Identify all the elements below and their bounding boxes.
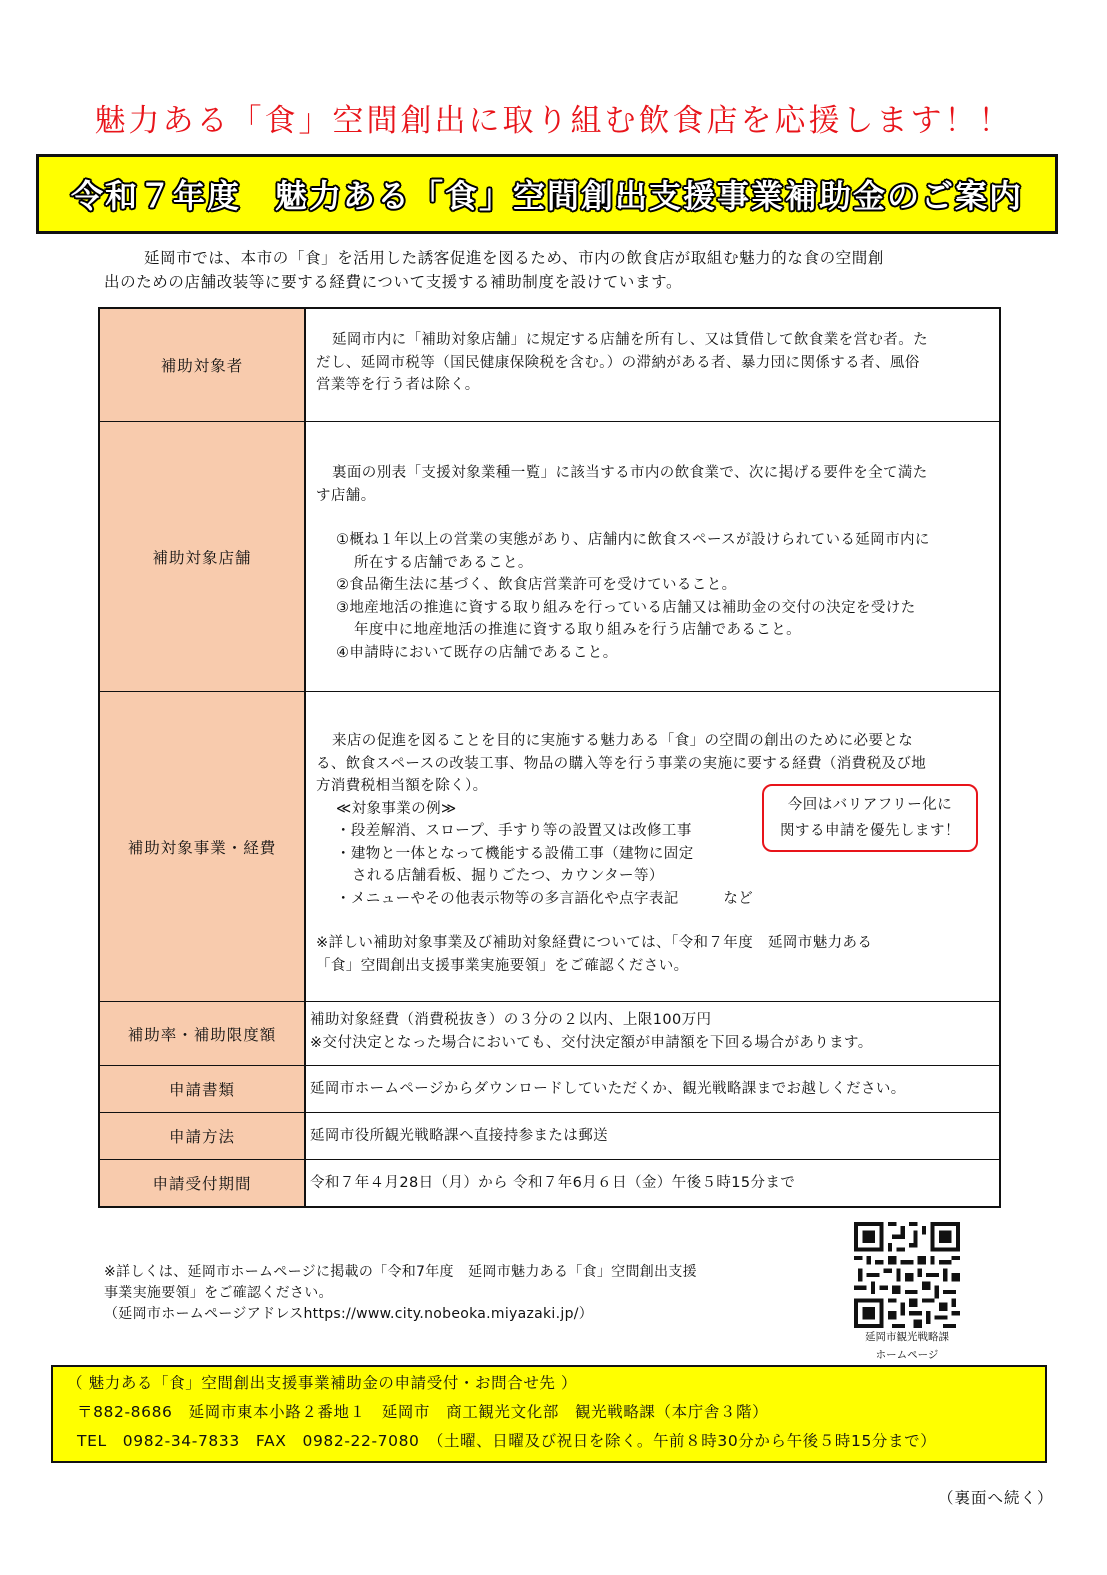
footnote-line: ※詳しくは、延岡市ホームページに掲載の「令和7年度 延岡市魅力ある「食」空間創出支援 xyxy=(104,1264,697,1280)
example-item: ・段差解消、スロープ、手すり等の設置又は改修工事 xyxy=(336,823,692,839)
example-item: ・建物と一体となって機能する設備工事（建物に固定 xyxy=(336,845,694,862)
row-label: 申請書類 xyxy=(100,1066,306,1112)
table-row-documents xyxy=(100,1066,999,1113)
qr-caption-line: ホームページ xyxy=(875,1349,939,1361)
content-line: 来店の促進を図ることを目的に実施する魅力ある「食」の空間の創出のために必要とな xyxy=(332,733,914,749)
content-line: 方消費税相当額を除く）。 xyxy=(316,778,488,794)
row-label: 補助対象者 xyxy=(100,309,306,421)
contact-info-box xyxy=(51,1365,1047,1463)
continue-note: （裏面へ続く） xyxy=(938,1489,1054,1507)
row-label: 申請受付期間 xyxy=(100,1160,306,1206)
intro-line: 延岡市では、本市の「食」を活用した誘客促進を図るため、市内の飲食店が取組む魅力的な食の空間創 xyxy=(144,249,884,267)
contact-phone: TEL 0982-34-7833 FAX 0982-22-7080 （土曜、日曜及び祝日を除く。午前８時30分から午後５時15分まで） xyxy=(77,1432,937,1450)
content-line: 裏面の別表「支援対象業種一覧」に該当する市内の飲食業で、次に掲げる要件を全て満た xyxy=(332,465,928,481)
barrier-free-priority-callout xyxy=(762,784,978,852)
contact-title: （ 魅力ある「食」空間創出支援事業補助金の申請受付・お問合せ先 ） xyxy=(67,1374,578,1392)
qr-caption-line: 延岡市観光戦略課 xyxy=(865,1331,949,1343)
table-row-target-project xyxy=(100,692,999,1002)
content-line: 延岡市ホームページからダウンロードしていただくか、観光戦略課までお越しください。 xyxy=(310,1080,906,1097)
contact-address: 〒882-8686 延岡市東本小路２番地１ 延岡市 商工観光文化部 観光戦略課（本庁舎３階） xyxy=(77,1403,769,1421)
details-note: 「食」空間創出支援事業実施要領」をご確認ください。 xyxy=(316,957,689,974)
content-line: 補助対象経費（消費税抜き）の３分の２以内、上限100万円 xyxy=(310,1012,712,1028)
footnote-line: 事業実施要領」をご確認ください。 xyxy=(104,1285,333,1301)
table-row-method xyxy=(100,1113,999,1160)
page-title: 令和７年度 魅力ある「食」空間創出支援事業補助金のご案内 xyxy=(70,177,1023,215)
content-line: 営業等を行う者は除く。 xyxy=(316,377,480,393)
row-label: 補助率・補助限度額 xyxy=(100,1002,306,1065)
subsidy-info-table xyxy=(98,307,1001,1208)
content-line: ※交付決定となった場合においても、交付決定額が申請額を下回る場合があります。 xyxy=(310,1034,873,1051)
row-label: 申請方法 xyxy=(100,1113,306,1159)
content-line: す店舗。 xyxy=(316,487,376,504)
details-footnote xyxy=(104,1262,824,1325)
row-content xyxy=(306,1002,999,1065)
content-line: 延岡市内に「補助対象店舗」に規定する店舗を所有し、又は賃借して飲食業を営む者。た xyxy=(332,332,928,348)
row-label: 補助対象店舗 xyxy=(100,422,306,691)
requirement-item: ④申請時において既存の店舗であること。 xyxy=(336,644,618,661)
example-item: ・メニューやその他表示物等の多言語化や点字表記 など xyxy=(336,890,754,907)
example-item-cont: される店舗看板、掘りごたつ、カウンター等） xyxy=(352,868,664,884)
qr-code-icon[interactable] xyxy=(854,1222,960,1328)
table-row-rate xyxy=(100,1002,999,1066)
intro-line: 出のための店舗改装等に要する経費について支援する補助制度を設けています。 xyxy=(104,273,683,291)
requirement-item-cont: 年度中に地産地活の推進に資する取り組みを行う店舗であること。 xyxy=(354,622,801,638)
row-content xyxy=(306,692,999,1001)
requirement-item: ②食品衛生法に基づく、飲食店営業許可を受けていること。 xyxy=(336,577,737,593)
table-row-target-person xyxy=(100,309,999,422)
examples-title: ≪対象事業の例≫ xyxy=(336,800,457,817)
row-content xyxy=(306,1066,999,1112)
footnote-url-line[interactable]: （延岡市ホームページアドレスhttps://www.city.nobeoka.miyazaki.jp/） xyxy=(104,1306,594,1322)
title-banner xyxy=(36,154,1058,234)
row-content xyxy=(306,1113,999,1159)
requirement-item: ①概ね１年以上の営業の実態があり、店舗内に飲食スペースが設けられている延岡市内に xyxy=(336,532,930,548)
content-line: る、飲食スペースの改装工事、物品の購入等を行う事業の実施に要する経費（消費税及び地 xyxy=(316,755,927,772)
content-line: 延岡市役所観光戦略課へ直接持参または郵送 xyxy=(310,1127,608,1144)
table-row-target-store xyxy=(100,422,999,692)
row-label: 補助対象事業・経費 xyxy=(100,692,306,1001)
callout-line: 関する申請を優先します！ xyxy=(780,823,960,839)
row-content xyxy=(306,422,999,691)
content-line: だし、延岡市税等（国民健康保険税を含む。）の滞納がある者、暴力団に関係する者、風俗 xyxy=(316,354,920,371)
details-note: ※詳しい補助対象事業及び補助対象経費については、「令和７年度 延岡市魅力ある xyxy=(316,935,873,951)
qr-caption xyxy=(836,1328,978,1364)
table-row-period xyxy=(100,1160,999,1206)
callout-line: 今回はバリアフリー化に xyxy=(787,797,953,813)
intro-paragraph xyxy=(104,246,1004,294)
requirement-item: ③地産地活の推進に資する取り組みを行っている店舗又は補助金の交付の決定を受けた xyxy=(336,599,916,616)
page-headline: 魅力ある「食」空間創出に取り組む飲食店を応援します！！ xyxy=(94,103,1013,139)
row-content xyxy=(306,309,999,421)
row-content xyxy=(306,1160,999,1206)
requirement-item-cont: 所在する店舗であること。 xyxy=(354,554,533,571)
content-line: 令和７年４月28日（月）から 令和７年6月６日（金）午後５時15分まで xyxy=(310,1174,796,1191)
